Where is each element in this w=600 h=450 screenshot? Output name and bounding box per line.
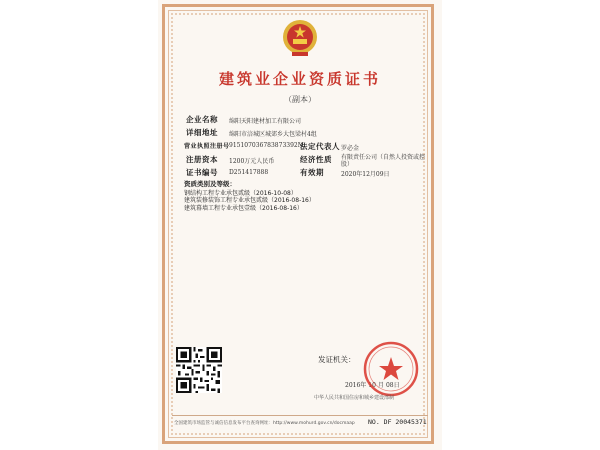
capital-label: 注册资本 [186, 155, 218, 164]
certificate-title: 建筑业企业资质证书 [218, 70, 381, 88]
national-emblem-icon [281, 18, 319, 58]
official-seal-icon [362, 340, 420, 398]
legal-rep-label: 法定代表人 [300, 142, 340, 151]
issuer-label: 发证机关： [318, 355, 356, 364]
qualifications-block [184, 181, 315, 212]
capital-value: 1200万元人民币 [229, 158, 275, 165]
qr-code-icon [176, 347, 222, 393]
economy-type-value: 有限责任公司（自然人投资或控股） [341, 154, 426, 168]
qualification-item: 钢结构工程专业承包贰级（2016-10-08） [184, 189, 297, 197]
company-name-label: 企业名称 [186, 115, 218, 124]
issue-year: 2016 [345, 382, 361, 389]
license-no-label: 营业执照注册号 [184, 143, 230, 150]
legal-rep-value: 罗必金 [341, 145, 360, 152]
issue-month: 10 [368, 382, 376, 389]
cert-no-value: D251417888 [229, 169, 269, 176]
issue-day: 08 [385, 382, 394, 389]
company-name-value: 绵阳天阳建材加工有限公司 [229, 118, 302, 125]
certificate-subtitle: （副本） [284, 95, 316, 104]
economy-type-label: 经济性质 [300, 155, 332, 164]
issuing-ministry: 中华人民共和国住房和城乡建设部制 [314, 395, 395, 401]
issue-date: 2016年 10 月 08日 [345, 382, 400, 389]
address-label: 详细地址 [186, 128, 218, 137]
query-website-text: 全国建筑市场监管与诚信信息发布平台查询网址：http://www.mohurd.gov.cn/docmaap [174, 421, 355, 426]
qualification-item: 建筑装修装饰工程专业承包贰级（2016-08-16） [184, 197, 315, 205]
qualifications-heading: 资质类别及等级： [184, 180, 236, 188]
footer-divider [172, 415, 428, 416]
serial-number: NO. DF 20045371 [368, 418, 427, 426]
cert-no-label: 证书编号 [186, 168, 218, 177]
validity-label: 有效期 [300, 168, 324, 177]
license-no-value: 915107036783873392M [229, 142, 304, 149]
validity-value: 2020年12月09日 [341, 171, 390, 178]
address-value: 绵阳市涪城区城郊乡大包梁村4组 [229, 131, 317, 138]
qualification-item: 建筑幕墙工程专业承包壹级（2016-08-16） [184, 204, 303, 212]
